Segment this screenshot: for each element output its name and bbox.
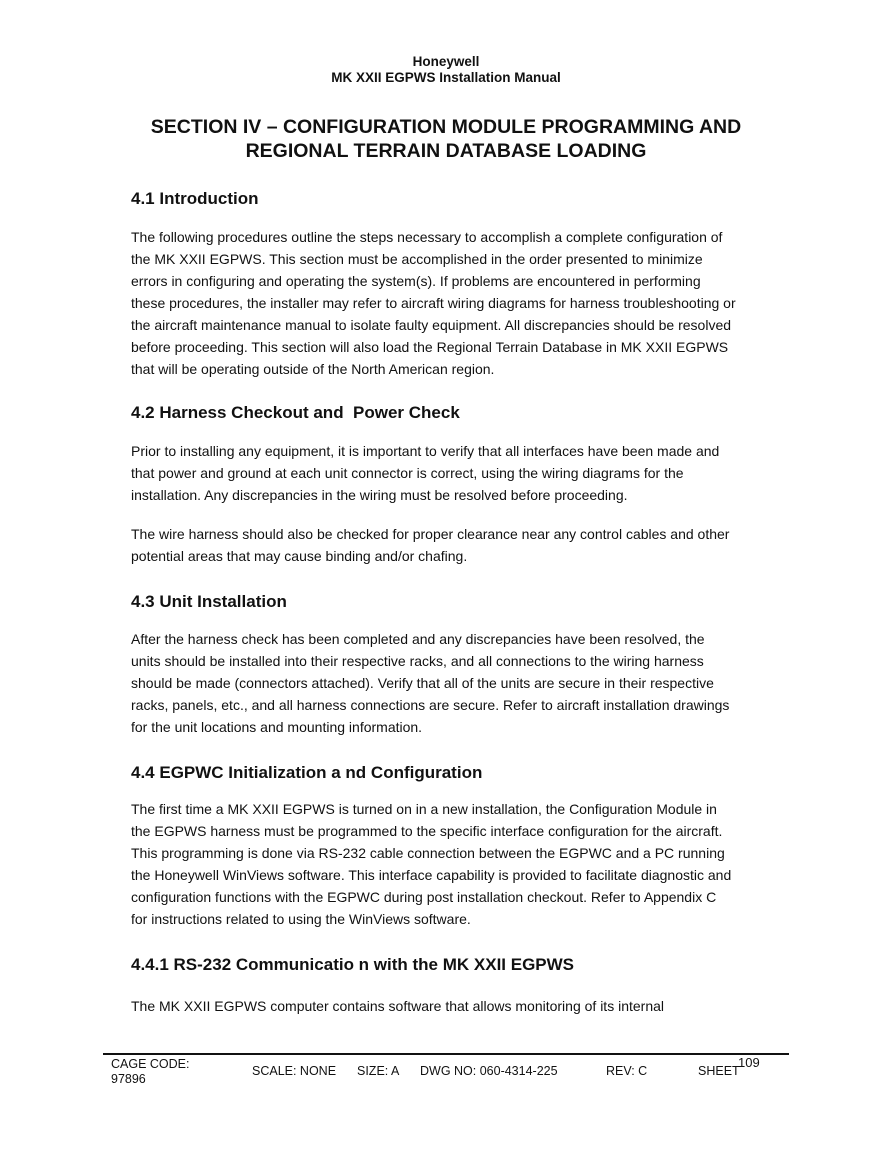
drawing-number-field: DWG NO: 060-4314-225 <box>420 1064 558 1078</box>
text-line: that will be operating outside of the North American region. <box>131 361 495 377</box>
paragraph-4-3 <box>131 628 771 738</box>
section-title <box>100 115 792 163</box>
text-line: The MK XXII EGPWS computer contains software that allows monitoring of its internal <box>131 998 664 1014</box>
section-title-line-1: SECTION IV – CONFIGURATION MODULE PROGRAMMING AND <box>150 116 742 138</box>
manual-title: MK XXII EGPWS Installation Manual <box>331 70 561 85</box>
text-line: the MK XXII EGPWS. This section must be accomplished in the order presented to minimize <box>131 251 703 267</box>
document-header <box>0 54 892 86</box>
size-field: SIZE: A <box>357 1064 400 1078</box>
text-line: should be made (connectors attached). Verify that all of the units are secure in their respective <box>131 675 714 691</box>
revision-field: REV: C <box>606 1064 648 1078</box>
text-line: configuration functions with the EGPWC during post installation checkout. Refer to Appendix C <box>131 889 717 905</box>
text-line: that power and ground at each unit connector is correct, using the wiring diagrams for the <box>131 465 684 481</box>
text-line: the EGPWS harness must be programmed to the specific interface configuration for the aircraft. <box>131 823 723 839</box>
footer-divider <box>103 1053 789 1055</box>
text-line: for the unit locations and mounting information. <box>131 719 423 735</box>
text-line: before proceeding. This section will also load the Regional Terrain Database in MK XXII EGPWS <box>131 339 729 355</box>
scale-field: SCALE: NONE <box>252 1064 337 1078</box>
company-name: Honeywell <box>412 54 480 69</box>
heading-4-3: 4.3 Unit Installation <box>131 592 287 611</box>
text-line: installation. Any discrepancies in the wiring must be resolved before proceeding. <box>131 487 628 503</box>
text-line: racks, panels, etc., and all harness connections are secure. Refer to aircraft installation drawings <box>131 697 730 713</box>
text-line: these procedures, the installer may refer to aircraft wiring diagrams for harness troubleshooting or <box>131 295 736 311</box>
paragraph-4-4-1 <box>131 995 771 1017</box>
text-line: potential areas that may cause binding and/or chafing. <box>131 548 468 564</box>
paragraph-4-4 <box>131 798 771 930</box>
paragraph-4-2-b <box>131 523 771 567</box>
heading-4-2: 4.2 Harness Checkout and Power Check <box>131 403 460 422</box>
cage-code-value: 97896 <box>111 1072 146 1086</box>
text-line: The following procedures outline the steps necessary to accomplish a complete configuration of <box>131 229 723 245</box>
sheet-label: SHEET <box>698 1064 740 1078</box>
text-line: units should be installed into their respective racks, and all connections to the wiring harness <box>131 653 704 669</box>
paragraph-4-2-a <box>131 440 771 506</box>
cage-code-label: CAGE CODE: <box>111 1057 190 1071</box>
text-line: errors in configuring and operating the system(s). If problems are encountered in performing <box>131 273 701 289</box>
section-title-line-2: REGIONAL TERRAIN DATABASE LOADING <box>245 140 647 162</box>
heading-4-1: 4.1 Introduction <box>131 189 259 208</box>
text-line: This programming is done via RS-232 cable connection between the EGPWC and a PC running <box>131 845 725 861</box>
text-line: After the harness check has been completed and any discrepancies have been resolved, the <box>131 631 705 647</box>
text-line: for instructions related to using the WinViews software. <box>131 911 471 927</box>
paragraph-4-1 <box>131 226 771 380</box>
text-line: the Honeywell WinViews software. This interface capability is provided to facilitate diagnostic and <box>131 867 732 883</box>
heading-4-4-1: 4.4.1 RS-232 Communicatio n with the MK XXII EGPWS <box>131 955 575 974</box>
text-line: The first time a MK XXII EGPWS is turned on in a new installation, the Configuration Module in <box>131 801 717 817</box>
heading-4-4: 4.4 EGPWC Initialization a nd Configuration <box>131 763 483 782</box>
sheet-number: 109 <box>738 1055 760 1070</box>
text-line: Prior to installing any equipment, it is important to verify that all interfaces have been made and <box>131 443 720 459</box>
text-line: the aircraft maintenance manual to isolate faulty equipment. All discrepancies should be resolved <box>131 317 732 333</box>
text-line: The wire harness should also be checked for proper clearance near any control cables and other <box>131 526 730 542</box>
